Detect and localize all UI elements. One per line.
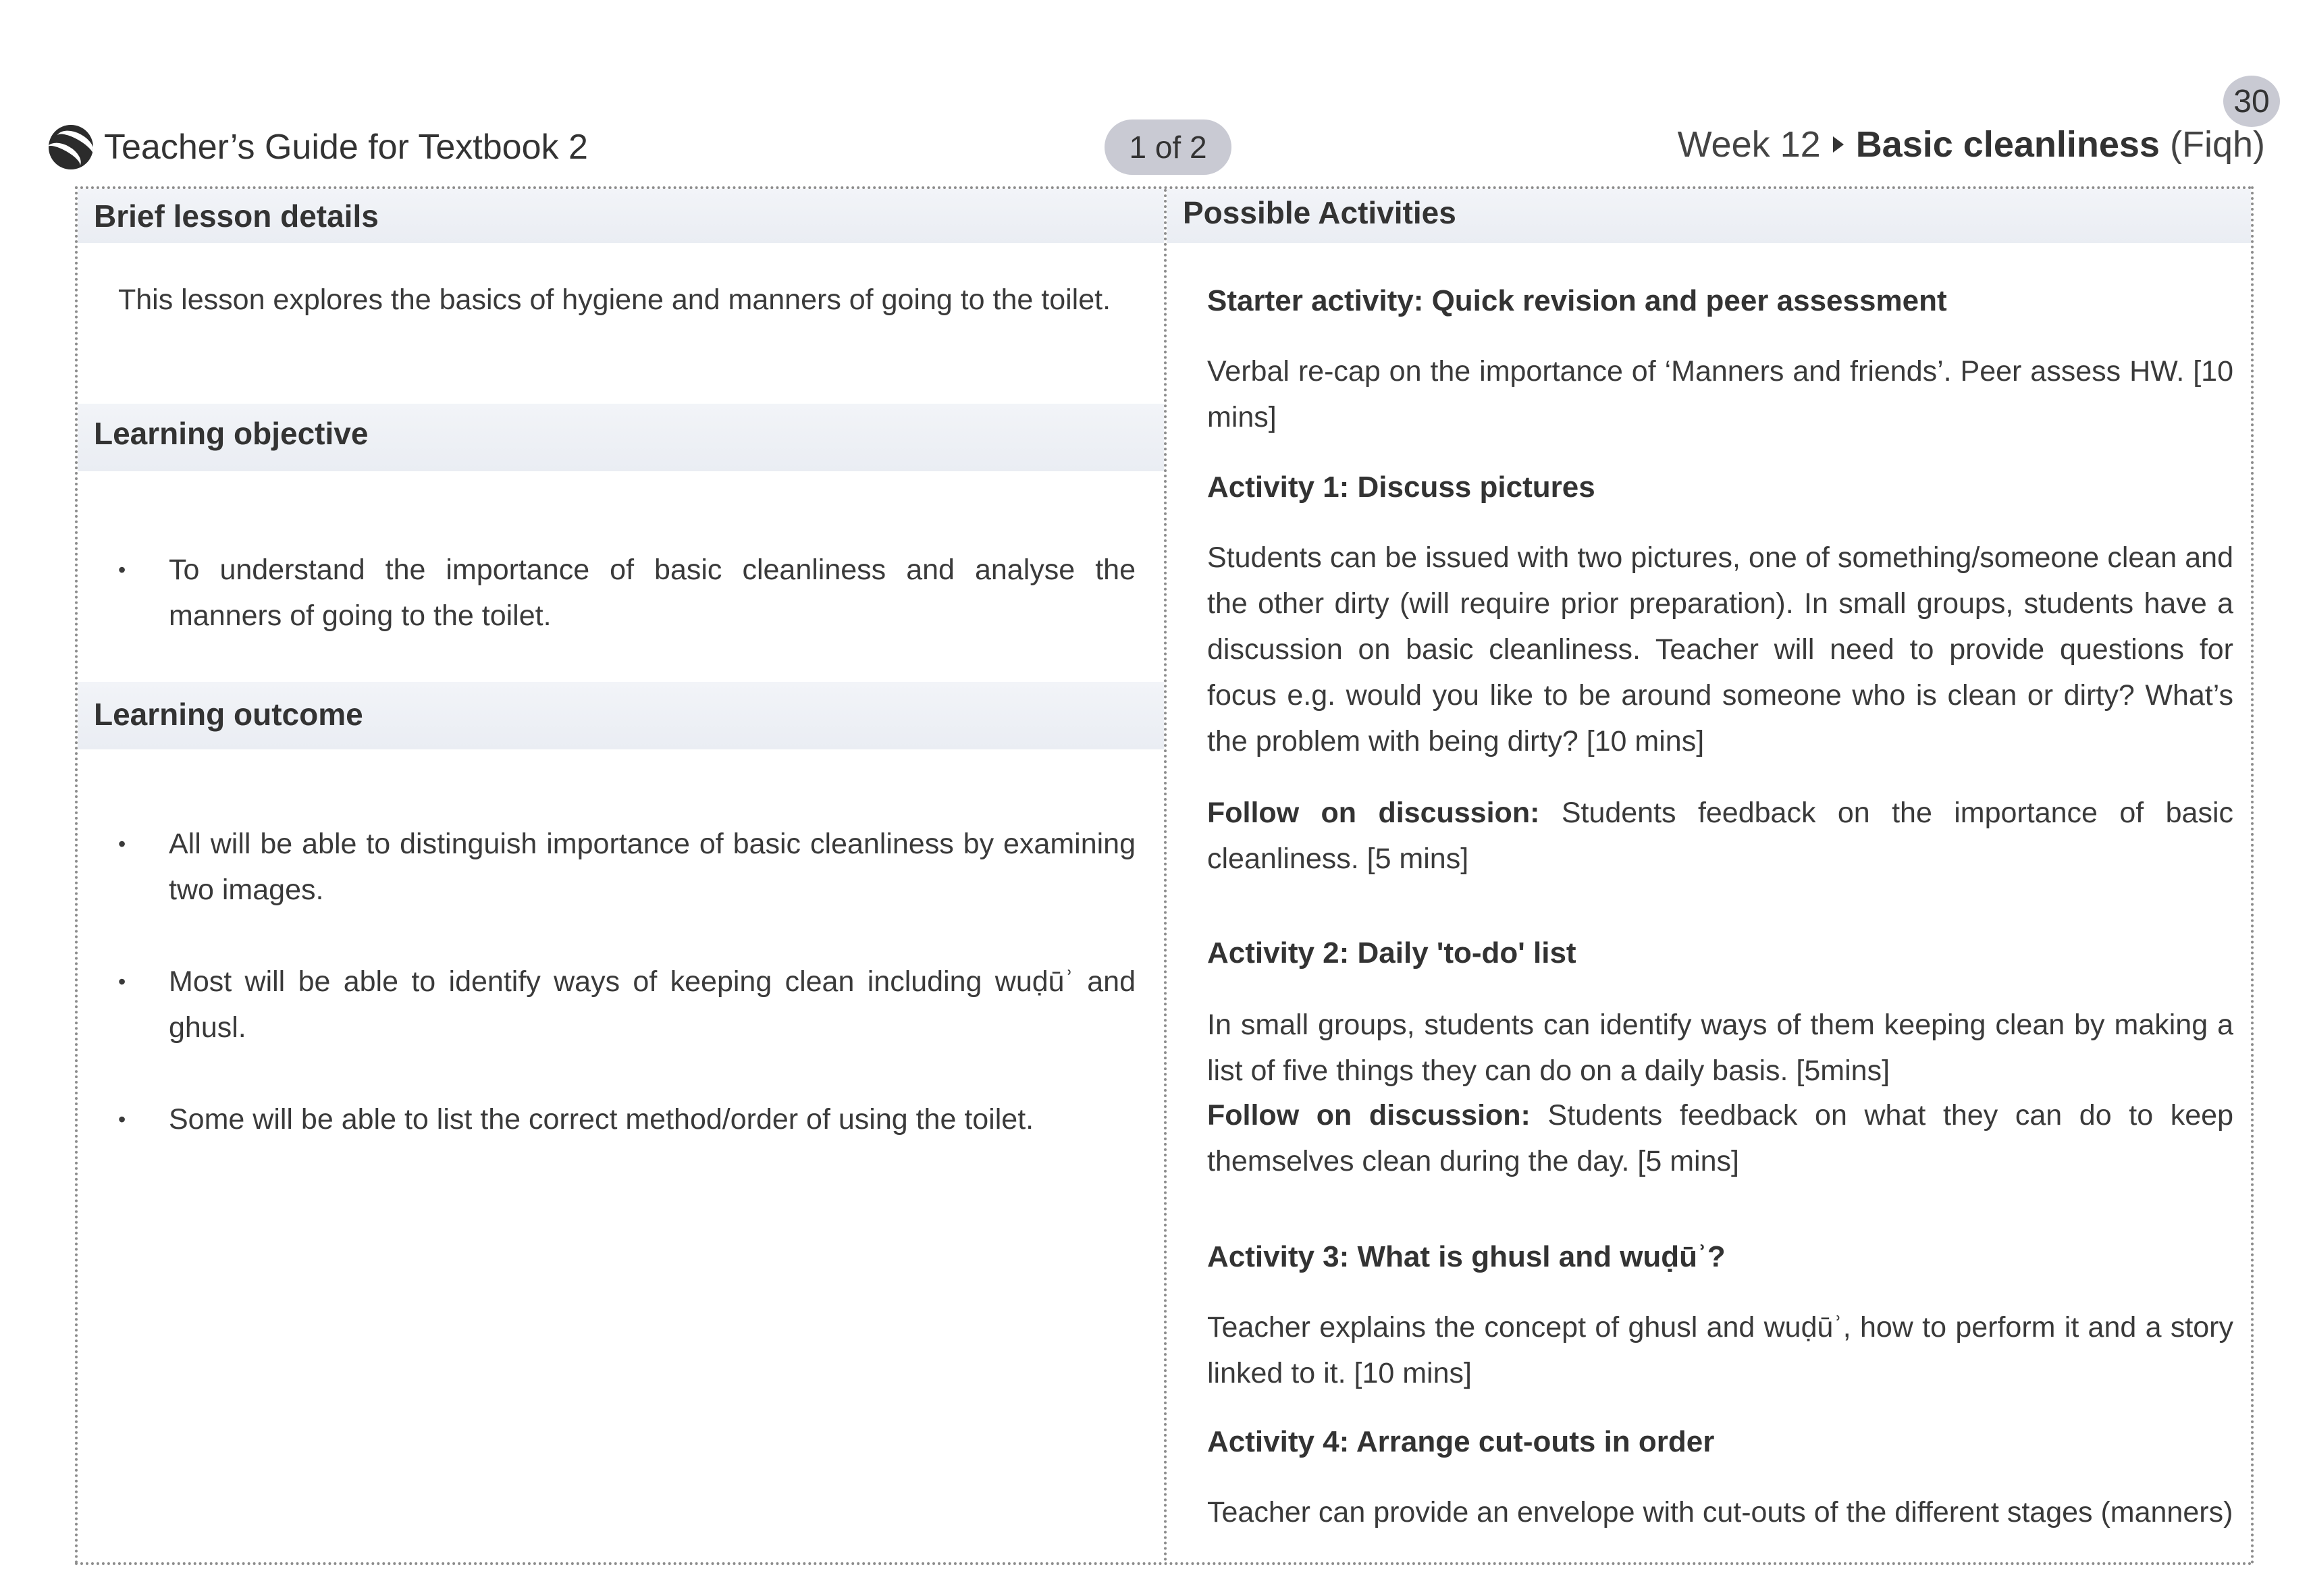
bullet-icon: •	[118, 969, 126, 994]
outcome-heading: Learning outcome	[94, 697, 363, 732]
page-pager[interactable]: 1 of 2	[1105, 119, 1231, 175]
objective-heading: Learning objective	[94, 416, 369, 451]
follow2-label: Follow on discussion:	[1207, 1099, 1531, 1132]
activities-column	[1167, 189, 2251, 1562]
chevron-right-icon	[1833, 136, 1844, 153]
activity4-title: Activity 4: Arrange cut-outs in order	[1207, 1425, 1715, 1458]
starter-text: Verbal re-cap on the importance of ‘Manners and friends’. Peer assess HW. [10 mins]	[1207, 355, 2233, 433]
activity3-title: Activity 3: What is ghusl and wuḍūʾ?	[1207, 1240, 1726, 1273]
objective-text: To understand the importance of basic cleanliness and analyse the manners of going to the toilet.	[169, 554, 1136, 632]
activities-heading: Possible Activities	[1183, 195, 1456, 230]
follow1-paragraph	[1207, 790, 2233, 882]
starter-title: Starter activity: Quick revision and peer assessment	[1207, 284, 1947, 317]
follow2-text: Students feedback on what they can do to keep themselves clean during the day. [5 mins]	[1207, 1099, 2234, 1177]
bullet-icon: •	[118, 558, 126, 582]
outcome-text: Most will be able to identify ways of keeping clean including wuḍūʾ and ghusl.	[169, 965, 1136, 1044]
topic-title: Basic cleanliness	[1855, 124, 2160, 165]
guide-header	[49, 118, 588, 176]
outcome-text: All will be able to distinguish importance of basic cleanliness by examining two images.	[169, 828, 1136, 906]
follow2-paragraph	[1207, 1092, 2233, 1184]
outcome-text: Some will be able to list the correct method/order of using the toilet.	[169, 1103, 1034, 1136]
bullet-icon: •	[118, 832, 126, 856]
activity1-text: Students can be issued with two pictures, one of something/someone clean and the other dirty (will require prior preparation). In small groups, students have a discussion on basic cleanliness. Teacher will need to provide questions for focus e.g. would you like to be around someone who is clean or dirty? What’s the problem with being dirty? [10 mins]	[1207, 541, 2233, 757]
publisher-logo-icon	[49, 125, 93, 169]
brief-heading: Brief lesson details	[94, 198, 379, 234]
brief-text: This lesson explores the basics of hygiene and manners of going to the toilet.	[118, 284, 1111, 316]
activity4-text: Teacher can provide an envelope with cut-outs of the different stages (manners)	[1207, 1496, 2233, 1528]
activity1-title: Activity 1: Discuss pictures	[1207, 471, 1595, 504]
follow1-label: Follow on discussion:	[1207, 797, 1540, 829]
guide-title: Teacher’s Guide for Textbook 2	[104, 128, 588, 167]
page-number: 30	[2223, 76, 2280, 127]
bullet-icon: •	[118, 1107, 126, 1132]
activity3-text: Teacher explains the concept of ghusl and wuḍūʾ, how to perform it and a story linked to it. [10 mins]	[1207, 1311, 2233, 1389]
lesson-breadcrumb	[1678, 124, 2265, 165]
follow1-text: Students feedback on the importance of basic cleanliness. [5 mins]	[1207, 797, 2234, 875]
activity2-text: In small groups, students can identify ways of them keeping clean by making a list of five things they can do on a daily basis. [5mins]	[1207, 1009, 2233, 1087]
activity2-title: Activity 2: Daily 'to-do' list	[1207, 936, 1576, 969]
week-label: Week 12	[1677, 124, 1821, 165]
topic-subject: (Fiqh)	[2169, 124, 2265, 165]
lesson-details-column	[78, 189, 1164, 1562]
